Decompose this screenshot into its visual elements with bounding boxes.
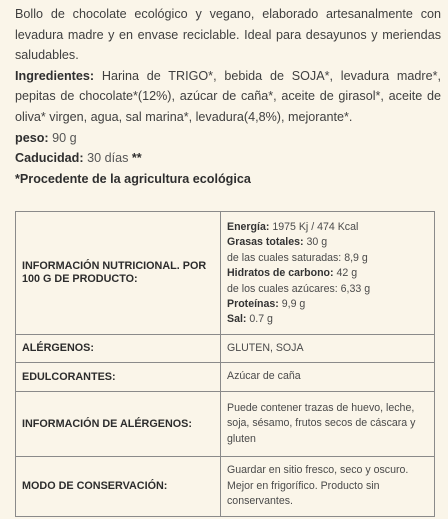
storage-label: MODO DE CONSERVACIÓN: bbox=[16, 457, 221, 517]
nutrition-label: INFORMACIÓN NUTRICIONAL. POR 100 G DE PRODUCTO: bbox=[16, 212, 221, 335]
caducidad-line bbox=[15, 148, 441, 169]
peso-label: peso: bbox=[15, 130, 49, 145]
nutrition-item: Proteínas: 9,9 g bbox=[227, 298, 306, 311]
allergens-label: ALÉRGENOS: bbox=[16, 335, 221, 363]
peso-value: 90 g bbox=[52, 130, 77, 145]
nutrition-item: Hidratos de carbono: 42 g bbox=[227, 267, 358, 280]
description-text: Bollo de chocolate ecológico y vegano, elaborado artesanalmente con levadura madre y en envase reciclable. Ideal para desayunos y meriendas saludables. bbox=[15, 7, 441, 63]
table-row-nutrition bbox=[16, 212, 435, 335]
nutrition-item: de las cuales saturadas: 8,9 g bbox=[227, 251, 368, 264]
caducidad-mark: ** bbox=[131, 151, 142, 166]
storage-value: Guardar en sitio fresco, seco y oscuro. Mejor en frigorífico. Producto sin conservantes. bbox=[221, 457, 435, 517]
table-row-storage bbox=[16, 457, 435, 517]
allergen-info-label: INFORMACIÓN DE ALÉRGENOS: bbox=[16, 392, 221, 457]
ingredients-text: Harina de TRIGO*, bebida de SOJA*, levadura madre*, pepitas de chocolate*(12%), azúcar de caña*, aceite de girasol*, aceite de oliva* virgen, agua, sal marina*, levadura(4,8%), mejorante*. bbox=[15, 68, 441, 124]
allergen-info-value: Puede contener trazas de huevo, leche, soja, sésamo, frutos secos de cáscara y gluten bbox=[221, 392, 435, 457]
caducidad-label: Caducidad: bbox=[15, 151, 84, 166]
origin-note: *Procedente de la agricultura ecológica bbox=[15, 171, 251, 186]
sweeteners-value: Azúcar de caña bbox=[221, 363, 435, 392]
peso-line bbox=[15, 128, 441, 149]
ingredients-label: Ingredientes: bbox=[15, 68, 95, 83]
caducidad-value: 30 días bbox=[87, 151, 129, 166]
nutrition-item: de los cuales azúcares: 6,33 g bbox=[227, 282, 371, 295]
ingredients-line bbox=[15, 66, 441, 128]
nutrition-values bbox=[221, 212, 435, 335]
product-info-table bbox=[15, 211, 435, 517]
nutrition-item: Sal: 0.7 g bbox=[227, 313, 273, 326]
table-row-allergens bbox=[16, 335, 435, 363]
table-row-sweeteners bbox=[16, 363, 435, 392]
nutrition-item: Energía: 1975 Kj / 474 Kcal bbox=[227, 221, 359, 233]
product-description bbox=[15, 4, 441, 189]
table-row-allergen-info bbox=[16, 392, 435, 457]
allergens-value: GLUTEN, SOJA bbox=[221, 335, 435, 363]
sweeteners-label: EDULCORANTES: bbox=[16, 363, 221, 392]
nutrition-item: Grasas totales: 30 g bbox=[227, 236, 328, 249]
